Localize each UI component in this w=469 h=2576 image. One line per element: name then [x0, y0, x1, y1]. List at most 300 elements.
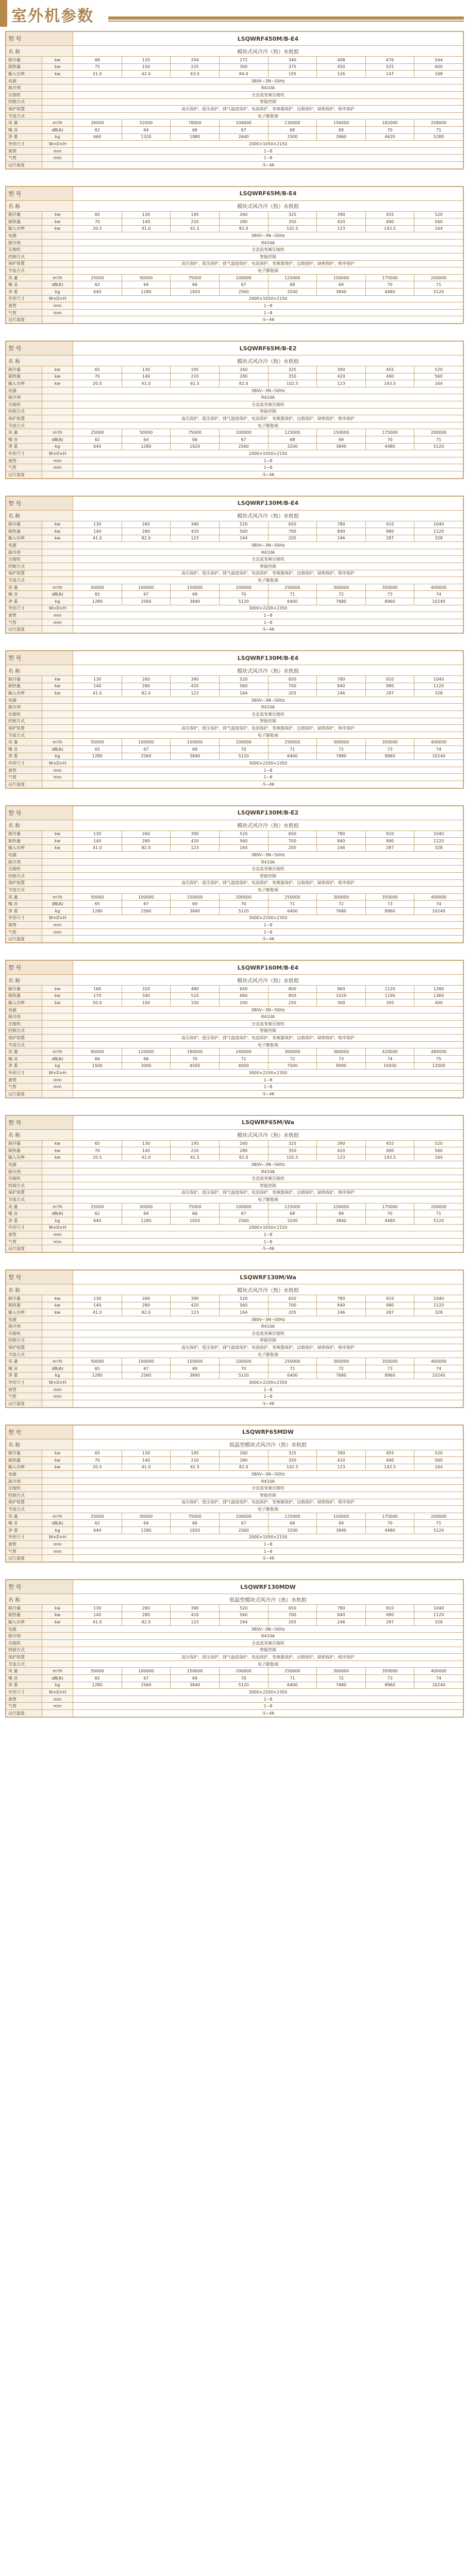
- spec-value: 140: [73, 683, 122, 690]
- spec-value: 390: [317, 366, 366, 374]
- table-row: [6, 806, 463, 820]
- compressor-label: 压缩机: [6, 1020, 42, 1027]
- spec-value: 82.0: [122, 844, 171, 852]
- unit-label: kw: [42, 1147, 73, 1155]
- unit-label: [42, 1344, 73, 1351]
- spec-value: 840: [317, 1612, 366, 1619]
- spec-value: 71: [268, 591, 317, 598]
- table-row: [6, 267, 463, 275]
- refrigerant-value: R410A: [73, 394, 463, 401]
- spec-value: 1280: [122, 443, 171, 450]
- spec-value: 69: [171, 1674, 220, 1682]
- spec-value: 3200: [268, 1217, 317, 1225]
- unit-label: kw: [42, 683, 73, 690]
- unit-label: [42, 1020, 73, 1027]
- spec-value: 325: [268, 366, 317, 374]
- pipe_liquid-label: 液管: [6, 1076, 42, 1083]
- spec-value: 62: [73, 1210, 122, 1217]
- protection-value: 高压保护、低压保护、排气温度保护、电流保护、变频器保护、过载保护、缺相保护、相序保护: [73, 725, 463, 732]
- type-label: 名 称: [6, 820, 73, 831]
- spec-value: 180000: [171, 1048, 220, 1056]
- unit-label: kw: [42, 535, 73, 542]
- spec-table: [6, 1270, 463, 1408]
- spec-value: 300: [317, 999, 366, 1007]
- spec-value: 41.0: [73, 1309, 122, 1316]
- unit-label: kw: [42, 1612, 73, 1619]
- table-row: [6, 745, 463, 753]
- table-row: [6, 1485, 463, 1492]
- type-label: 名 称: [6, 1439, 73, 1450]
- spec-value: 1280: [73, 1682, 122, 1689]
- table-row: [6, 32, 463, 46]
- dims-label: 外形尺寸: [6, 914, 42, 922]
- refrigerant-label: 制冷剂: [6, 858, 42, 866]
- model-name: LSQWRF130M/B-E4: [73, 496, 463, 510]
- spec-section: [5, 186, 464, 325]
- table-row: [6, 774, 463, 781]
- table-row: [6, 1161, 463, 1168]
- spec-value: 123: [317, 1154, 366, 1161]
- refrigerant-label: 制冷剂: [6, 704, 42, 711]
- unit-label: mm: [42, 1386, 73, 1393]
- unit-label: [42, 866, 73, 873]
- table-row: [6, 1041, 463, 1048]
- spec-value: 287: [365, 690, 414, 697]
- unit-label: [42, 542, 73, 549]
- table-row: [6, 893, 463, 901]
- spec-value: 65: [73, 1450, 122, 1457]
- spec-value: 1120: [414, 683, 463, 690]
- table-row: [6, 91, 463, 98]
- spec-value: 82.0: [219, 380, 268, 387]
- spec-value: 420: [317, 218, 366, 226]
- spec-value: 82.0: [219, 1154, 268, 1161]
- unit-label: [42, 1647, 73, 1654]
- spec-value: 420: [171, 528, 220, 535]
- spec-value: 420000: [365, 1048, 414, 1056]
- unit-label: m³/h: [42, 893, 73, 901]
- unit-label: kw: [42, 380, 73, 387]
- spec-value: 65: [73, 745, 122, 753]
- dims-label: 外形尺寸: [6, 141, 42, 148]
- throttle-value: 电子膨胀阀: [73, 1351, 463, 1358]
- table-row: [6, 161, 463, 168]
- spec-value: 25000: [73, 1513, 122, 1520]
- spec-value: 390: [317, 1450, 366, 1457]
- spec-table: [6, 960, 463, 1098]
- table-row: [6, 295, 463, 302]
- unit-label: mm: [42, 155, 73, 162]
- temp-value: -5~46: [73, 316, 463, 324]
- unit-label: kw: [42, 1605, 73, 1612]
- pipe_liquid-label: 液管: [6, 1541, 42, 1548]
- table-row: [6, 710, 463, 718]
- table-row: [6, 1076, 463, 1083]
- spec-value: 164: [414, 1464, 463, 1471]
- type-label: 名 称: [6, 355, 73, 366]
- table-row: [6, 1696, 463, 1703]
- dims-label: 外形尺寸: [6, 295, 42, 302]
- power_supply-label: 电源: [6, 1471, 42, 1478]
- airflow-label: 风 量: [6, 1203, 42, 1210]
- unit-label: [42, 718, 73, 725]
- unit-label: [42, 936, 73, 943]
- spec-value: 41.0: [122, 225, 171, 232]
- unit-label: dB(A): [42, 1674, 73, 1682]
- model-type: 模块式风冷冷（热）水机组: [73, 1284, 463, 1295]
- power_supply-label: 电源: [6, 697, 42, 704]
- table-row: [6, 408, 463, 415]
- table-row: [6, 260, 463, 267]
- spec-value: 328: [414, 1619, 463, 1626]
- spec-table: [6, 496, 463, 634]
- table-row: [6, 1316, 463, 1323]
- spec-value: 1120: [365, 986, 414, 993]
- compressor-value: 全直流变频压缩机: [73, 91, 463, 98]
- spec-value: 205: [268, 1309, 317, 1316]
- table-row: [6, 1633, 463, 1640]
- temp-label: 运行温度: [6, 161, 42, 168]
- protection-value: 高压保护、低压保护、排气温度保护、电流保护、变频器保护、过载保护、缺相保护、相序保护: [73, 1654, 463, 1661]
- table-row: [6, 844, 463, 852]
- model-label: 型 号: [6, 342, 73, 355]
- protection-label: 保护装置: [6, 106, 42, 113]
- spec-value: 130: [122, 211, 171, 218]
- temp-label: 运行温度: [6, 1245, 42, 1252]
- spec-value: 102.5: [268, 1154, 317, 1161]
- spec-value: 390: [317, 1140, 366, 1147]
- unit-label: [42, 1492, 73, 1499]
- compressor-label: 压缩机: [6, 91, 42, 98]
- table-row: [6, 1372, 463, 1379]
- unit-label: [42, 549, 73, 556]
- unit-label: [42, 232, 73, 240]
- spec-value: 75: [73, 63, 122, 71]
- spec-value: 3300: [268, 133, 317, 141]
- spec-value: 82.0: [219, 1464, 268, 1471]
- table-row: [6, 999, 463, 1007]
- spec-value: 1280: [73, 753, 122, 760]
- table-row: [6, 725, 463, 732]
- refrigerant-label: 制冷剂: [6, 1323, 42, 1330]
- spec-value: 60000: [73, 1048, 122, 1056]
- spec-value: 67: [122, 1674, 171, 1682]
- spec-section: [5, 1115, 464, 1253]
- spec-value: 350: [268, 218, 317, 226]
- spec-value: 1020: [317, 992, 366, 999]
- spec-value: 300000: [317, 1358, 366, 1365]
- spec-value: 650: [268, 1605, 317, 1612]
- spec-value: 1120: [414, 838, 463, 845]
- spec-value: 3840: [171, 908, 220, 915]
- input_power-label: 输入功率: [6, 225, 42, 232]
- table-row: [6, 342, 463, 355]
- pipe_liquid-value: 1~8: [73, 1386, 463, 1393]
- refrigerant-label: 制冷剂: [6, 239, 42, 246]
- spec-value: 3840: [317, 289, 366, 296]
- spec-value: 164: [219, 535, 268, 542]
- table-row: [6, 1492, 463, 1499]
- spec-value: 400000: [414, 739, 463, 746]
- spec-value: 520: [414, 366, 463, 374]
- refrigerant-label: 制冷剂: [6, 1168, 42, 1175]
- dims-value: 2000×1050×2150: [73, 295, 463, 302]
- spec-value: 175000: [365, 1203, 414, 1210]
- spec-value: 143.5: [365, 1464, 414, 1471]
- spec-value: 2640: [219, 133, 268, 141]
- table-row: [6, 1182, 463, 1190]
- spec-value: 195: [171, 211, 220, 218]
- heating_cap-label: 制热量: [6, 838, 42, 845]
- spec-value: 71: [414, 1520, 463, 1527]
- spec-value: 5120: [414, 1527, 463, 1534]
- spec-value: 6400: [268, 598, 317, 605]
- spec-value: 67: [122, 1365, 171, 1372]
- table-row: [6, 1238, 463, 1245]
- spec-value: 1280: [73, 1372, 122, 1379]
- spec-value: 260: [122, 1295, 171, 1302]
- spec-value: 104000: [219, 120, 268, 127]
- unit-label: [42, 401, 73, 408]
- compressor-value: 全直流变频压缩机: [73, 1020, 463, 1027]
- pipe_liquid-label: 液管: [6, 612, 42, 619]
- spec-section: [5, 1579, 464, 1718]
- spec-section: [5, 341, 464, 479]
- protection-label: 保护装置: [6, 1499, 42, 1506]
- unit-label: [42, 1506, 73, 1513]
- spec-value: 420: [171, 1302, 220, 1309]
- spec-value: 980: [365, 1302, 414, 1309]
- protection-label: 保护装置: [6, 725, 42, 732]
- spec-value: 70: [73, 1457, 122, 1464]
- spec-value: 200000: [414, 429, 463, 436]
- spec-value: 350000: [365, 1358, 414, 1365]
- spec-value: 520: [219, 1295, 268, 1302]
- refrigerant-value: R410A: [73, 858, 463, 866]
- spec-value: 525: [365, 63, 414, 71]
- unit-label: [42, 394, 73, 401]
- model-name: LSQWRF65M/Wa: [73, 1115, 463, 1129]
- unit-label: mm: [42, 147, 73, 155]
- spec-value: 375: [268, 63, 317, 71]
- spec-value: 1280: [122, 1217, 171, 1225]
- spec-value: 210: [171, 1147, 220, 1155]
- spec-value: 130: [73, 521, 122, 528]
- heating_cap-label: 制热量: [6, 992, 42, 999]
- spec-value: 123: [317, 1464, 366, 1471]
- table-row: [6, 556, 463, 563]
- table-row: [6, 1217, 463, 1225]
- compressor-label: 压缩机: [6, 1175, 42, 1182]
- spec-value: 208000: [414, 120, 463, 127]
- table-row: [6, 200, 463, 211]
- table-row: [6, 521, 463, 528]
- unit-label: [42, 408, 73, 415]
- table-row: [6, 1175, 463, 1182]
- table-row: [6, 1520, 463, 1527]
- refrigerant-value: R410A: [73, 84, 463, 92]
- power_supply-value: 380V~3N~50Hz: [73, 1006, 463, 1013]
- table-row: [6, 415, 463, 422]
- table-row: [6, 1639, 463, 1647]
- cooling_cap-label: 制冷量: [6, 1295, 42, 1302]
- spec-value: 455: [365, 211, 414, 218]
- spec-value: 490: [365, 1457, 414, 1464]
- spec-value: 700: [268, 1612, 317, 1619]
- spec-value: 3840: [317, 1217, 366, 1225]
- table-row: [6, 1048, 463, 1056]
- spec-value: 5120: [219, 908, 268, 915]
- model-type: 模块式风冷冷（热）水机组: [73, 975, 463, 986]
- unit-label: kg: [42, 753, 73, 760]
- spec-value: 210: [171, 218, 220, 226]
- table-row: [6, 133, 463, 141]
- spec-value: 130: [73, 1605, 122, 1612]
- temp-label: 运行温度: [6, 781, 42, 788]
- table-row: [6, 1330, 463, 1337]
- control-label: 控制方式: [6, 1182, 42, 1190]
- spec-value: 350000: [365, 584, 414, 591]
- unit-label: W×D×H: [42, 1224, 73, 1231]
- unit-label: [42, 697, 73, 704]
- spec-value: 260: [122, 521, 171, 528]
- compressor-value: 全直流变频压缩机: [73, 1175, 463, 1182]
- spec-value: 78000: [171, 120, 220, 127]
- spec-value: 3960: [317, 133, 366, 141]
- table-row: [6, 992, 463, 999]
- table-row: [6, 84, 463, 92]
- spec-value: 8960: [365, 1682, 414, 1689]
- spec-value: 640: [73, 1217, 122, 1225]
- unit-label: W×D×H: [42, 141, 73, 148]
- table-row: [6, 141, 463, 148]
- pipe_gas-value: 1~8: [73, 1083, 463, 1091]
- spec-value: 100000: [219, 274, 268, 281]
- throttle-label: 节流方式: [6, 1196, 42, 1204]
- unit-label: [42, 422, 73, 429]
- table-row: [6, 697, 463, 704]
- spec-value: 240000: [219, 1048, 268, 1056]
- spec-value: 70: [219, 1674, 268, 1682]
- spec-value: 3200: [268, 1527, 317, 1534]
- header-rule-thin: [108, 21, 464, 22]
- unit-label: kw: [42, 63, 73, 71]
- cooling_cap-label: 制冷量: [6, 831, 42, 838]
- spec-value: 150000: [171, 1358, 220, 1365]
- spec-value: 7680: [317, 598, 366, 605]
- spec-value: 123: [171, 535, 220, 542]
- table-row: [6, 457, 463, 464]
- table-row: [6, 289, 463, 296]
- spec-value: 300000: [317, 584, 366, 591]
- spec-value: 1280: [73, 908, 122, 915]
- cooling_cap-label: 制冷量: [6, 1140, 42, 1147]
- spec-value: 272: [219, 57, 268, 64]
- pipe_liquid-value: 1~8: [73, 1696, 463, 1703]
- table-row: [6, 1245, 463, 1252]
- control-value: 智能控制: [73, 1337, 463, 1344]
- net_weight-label: 净 重: [6, 1527, 42, 1534]
- spec-value: 66: [171, 281, 220, 289]
- compressor-value: 全直流变频压缩机: [73, 866, 463, 873]
- heating_cap-label: 制热量: [6, 373, 42, 380]
- temp-value: -5~46: [73, 1555, 463, 1562]
- dims-label: 外形尺寸: [6, 1224, 42, 1231]
- spec-value: 67: [122, 901, 171, 908]
- spec-value: 260: [219, 366, 268, 374]
- pipe_gas-label: 气管: [6, 1238, 42, 1245]
- table-row: [6, 225, 463, 232]
- unit-label: [42, 1168, 73, 1175]
- unit-label: [42, 106, 73, 113]
- unit-label: m³/h: [42, 1048, 73, 1056]
- unit-label: [42, 1006, 73, 1013]
- throttle-label: 节流方式: [6, 267, 42, 275]
- spec-value: 50000: [122, 429, 171, 436]
- unit-label: [42, 84, 73, 92]
- spec-table: [6, 1580, 463, 1717]
- table-row: [6, 46, 463, 57]
- model-name: LSQWRF130M/B-E2: [73, 806, 463, 820]
- spec-value: 62: [73, 281, 122, 289]
- airflow-label: 风 量: [6, 1513, 42, 1520]
- spec-value: 205: [268, 844, 317, 852]
- spec-section: [5, 1425, 464, 1563]
- unit-label: [42, 1182, 73, 1190]
- table-row: [6, 665, 463, 676]
- unit-label: kg: [42, 1372, 73, 1379]
- table-row: [6, 471, 463, 478]
- protection-label: 保护装置: [6, 1344, 42, 1351]
- spec-value: 12000: [414, 1062, 463, 1070]
- throttle-label: 节流方式: [6, 577, 42, 584]
- table-row: [6, 1147, 463, 1155]
- unit-label: dB(A): [42, 1365, 73, 1372]
- spec-value: 287: [365, 535, 414, 542]
- throttle-value: 电子膨胀阀: [73, 267, 463, 275]
- spec-value: 200000: [219, 584, 268, 591]
- spec-value: 490: [365, 1147, 414, 1155]
- heating_cap-label: 制热量: [6, 528, 42, 535]
- spec-value: 61.5: [171, 1154, 220, 1161]
- compressor-label: 压缩机: [6, 1330, 42, 1337]
- unit-label: m³/h: [42, 584, 73, 591]
- spec-value: 400: [414, 999, 463, 1007]
- table-row: [6, 155, 463, 162]
- heating_cap-label: 制热量: [6, 63, 42, 71]
- unit-label: [42, 1189, 73, 1196]
- spec-value: 280: [122, 1612, 171, 1619]
- spec-value: 1280: [414, 986, 463, 993]
- model-name: LSQWRF130M/Wa: [73, 1270, 463, 1284]
- spec-value: 260: [122, 1605, 171, 1612]
- heating_cap-label: 制热量: [6, 1147, 42, 1155]
- spec-value: 123: [171, 690, 220, 697]
- table-row: [6, 246, 463, 253]
- compressor-label: 压缩机: [6, 710, 42, 718]
- spec-value: 61.5: [171, 225, 220, 232]
- spec-value: 250000: [268, 1668, 317, 1675]
- refrigerant-value: R410A: [73, 704, 463, 711]
- spec-value: 10240: [414, 1682, 463, 1689]
- type-label: 名 称: [6, 200, 73, 211]
- spec-value: 100000: [219, 1513, 268, 1520]
- control-label: 控制方式: [6, 563, 42, 570]
- spec-value: 280: [219, 373, 268, 380]
- unit-label: [42, 1337, 73, 1344]
- table-row: [6, 1344, 463, 1351]
- throttle-label: 节流方式: [6, 887, 42, 894]
